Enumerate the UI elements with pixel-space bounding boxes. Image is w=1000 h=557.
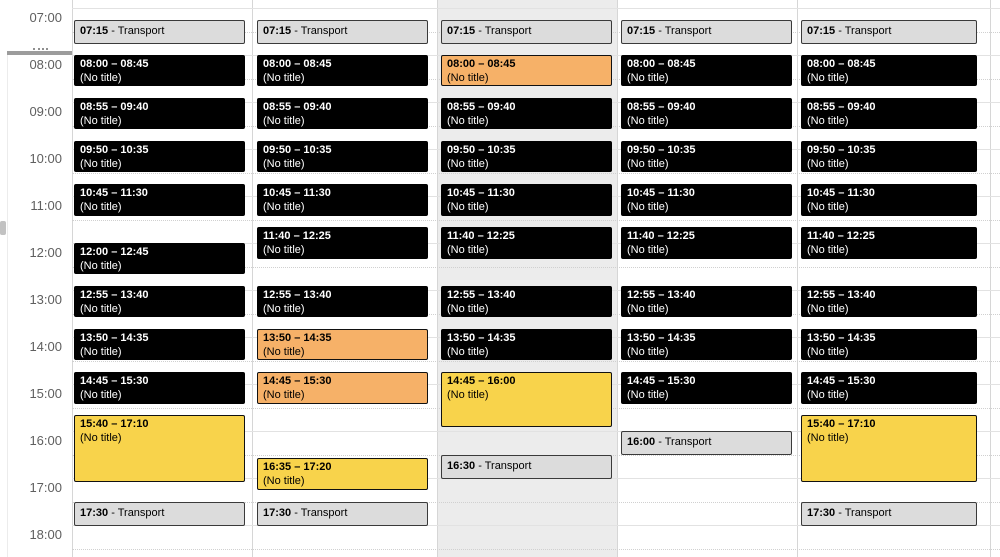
event-time: 17:30: [263, 506, 292, 519]
event-time: 12:55 – 13:40: [807, 289, 876, 302]
calendar-event[interactable]: [74, 329, 245, 360]
calendar-event[interactable]: [257, 98, 428, 129]
transport-event[interactable]: [441, 455, 612, 479]
event-time: 09:50 – 10:35: [627, 144, 696, 157]
calendar-event[interactable]: [441, 372, 612, 427]
calendar-event[interactable]: [801, 141, 977, 172]
calendar-event[interactable]: [801, 55, 977, 86]
transport-event[interactable]: [801, 502, 977, 526]
time-label: 16:00: [29, 433, 62, 448]
event-time: 17:30: [807, 506, 836, 519]
event-title: (No title): [263, 157, 305, 170]
event-title: (No title): [807, 243, 849, 256]
event-time: 12:55 – 13:40: [263, 289, 332, 302]
event-title: (No title): [80, 71, 122, 84]
calendar-event[interactable]: [801, 372, 977, 403]
calendar-event[interactable]: [257, 329, 428, 360]
event-title: (No title): [447, 200, 489, 213]
event-title: (No title): [627, 114, 669, 127]
hour-gridline: [72, 8, 1000, 9]
calendar-event[interactable]: [74, 286, 245, 317]
time-label: 15:00: [29, 386, 62, 401]
event-time: 14:45 – 15:30: [627, 375, 696, 388]
event-time: 08:55 – 09:40: [263, 101, 332, 114]
event-title: (No title): [807, 345, 849, 358]
event-title: (No title): [447, 114, 489, 127]
event-time: 12:55 – 13:40: [447, 289, 516, 302]
event-title: (No title): [807, 302, 849, 315]
calendar-event[interactable]: [621, 227, 792, 258]
event-time: 08:55 – 09:40: [807, 101, 876, 114]
event-time: 08:00 – 08:45: [447, 58, 516, 70]
event-title: - Transport: [835, 24, 892, 37]
event-title: - Transport: [475, 459, 532, 472]
calendar-event[interactable]: [74, 372, 245, 403]
event-title: (No title): [447, 71, 489, 84]
event-time: 07:15: [807, 24, 836, 37]
event-time: 07:15: [263, 24, 292, 37]
event-time: 08:00 – 08:45: [807, 58, 876, 70]
event-title: (No title): [627, 157, 669, 170]
calendar-event[interactable]: [801, 184, 977, 215]
event-time: 15:40 – 17:10: [80, 418, 149, 431]
event-title: - Transport: [655, 24, 712, 37]
event-title: (No title): [263, 71, 305, 84]
event-title: (No title): [447, 302, 489, 315]
event-title: (No title): [807, 157, 849, 170]
half-hour-gridline: [72, 173, 1000, 174]
calendar-event[interactable]: [441, 227, 612, 258]
event-time: 08:00 – 08:45: [263, 58, 332, 70]
event-title: (No title): [807, 71, 849, 84]
calendar-event[interactable]: [74, 55, 245, 86]
event-title: (No title): [627, 388, 669, 401]
event-title: - Transport: [835, 506, 892, 519]
event-title: (No title): [447, 243, 489, 256]
time-label: 12:00: [29, 245, 62, 260]
event-time: 11:40 – 12:25: [263, 230, 331, 243]
calendar-event[interactable]: [257, 458, 428, 489]
calendar-event[interactable]: [74, 184, 245, 215]
event-title: (No title): [627, 243, 669, 256]
event-time: 16:30: [447, 459, 476, 472]
event-title: - Transport: [655, 436, 712, 448]
calendar-event[interactable]: [441, 184, 612, 215]
event-time: 11:40 – 12:25: [807, 230, 875, 243]
time-label: 13:00: [29, 292, 62, 307]
half-hour-gridline: [72, 220, 1000, 221]
calendar-event[interactable]: [257, 141, 428, 172]
calendar-event[interactable]: [74, 98, 245, 129]
event-title: (No title): [807, 200, 849, 213]
time-label: 11:00: [30, 198, 62, 213]
event-time: 13:50 – 14:35: [263, 332, 332, 345]
event-title: (No title): [80, 200, 122, 213]
scroll-position-indicator[interactable]: [7, 51, 72, 55]
event-title: (No title): [263, 474, 305, 487]
event-time: 14:45 – 16:00: [447, 375, 516, 388]
event-title: (No title): [627, 71, 669, 84]
calendar-event[interactable]: [74, 141, 245, 172]
event-time: 12:55 – 13:40: [80, 289, 149, 302]
calendar-event[interactable]: [621, 55, 792, 86]
calendar-event[interactable]: [441, 329, 612, 360]
event-time: 10:45 – 11:30: [627, 187, 695, 200]
event-title: - Transport: [291, 506, 348, 519]
time-label: 09:00: [29, 104, 62, 119]
time-label: 10:00: [29, 151, 62, 166]
event-title: (No title): [80, 345, 122, 358]
event-time: 15:40 – 17:10: [807, 418, 876, 431]
event-title: (No title): [627, 302, 669, 315]
event-title: (No title): [263, 243, 305, 256]
event-title: (No title): [263, 200, 305, 213]
transport-event[interactable]: [257, 502, 428, 526]
event-time: 08:55 – 09:40: [80, 101, 149, 114]
transport-event[interactable]: [74, 502, 245, 526]
event-time: 17:30: [80, 506, 109, 519]
calendar-event[interactable]: [621, 329, 792, 360]
calendar-event[interactable]: [257, 227, 428, 258]
event-time: 08:55 – 09:40: [447, 101, 516, 114]
calendar-event[interactable]: [801, 98, 977, 129]
event-title: (No title): [447, 345, 489, 358]
transport-event[interactable]: [441, 20, 612, 44]
event-time: 10:45 – 11:30: [447, 187, 515, 200]
event-time: 12:00 – 12:45: [80, 246, 149, 258]
event-time: 09:50 – 10:35: [263, 144, 332, 157]
event-time: 09:50 – 10:35: [447, 144, 516, 157]
event-time: 07:15: [80, 24, 109, 37]
event-time: 08:55 – 09:40: [627, 101, 696, 114]
event-title: (No title): [447, 388, 489, 401]
transport-event[interactable]: [801, 20, 977, 44]
event-time: 16:35 – 17:20: [263, 461, 332, 474]
calendar-event[interactable]: [441, 55, 612, 86]
transport-event[interactable]: [621, 431, 792, 455]
event-title: (No title): [263, 345, 305, 358]
event-title: (No title): [807, 114, 849, 127]
event-time: 10:45 – 11:30: [80, 187, 148, 200]
time-label: 18:00: [29, 527, 62, 542]
event-time: 10:45 – 11:30: [807, 187, 875, 200]
day-column-separator: [252, 0, 253, 557]
event-title: (No title): [627, 200, 669, 213]
time-label: 17:00: [29, 480, 62, 495]
day-column-separator: [617, 0, 618, 557]
time-label: 14:00: [29, 339, 62, 354]
event-title: (No title): [807, 388, 849, 401]
calendar-event[interactable]: [74, 415, 245, 482]
event-time: 13:50 – 14:35: [627, 332, 696, 345]
transport-event[interactable]: [257, 20, 428, 44]
event-title: (No title): [807, 431, 849, 444]
calendar-event[interactable]: [621, 372, 792, 403]
event-time: 13:50 – 14:35: [807, 332, 876, 345]
event-title: (No title): [80, 157, 122, 170]
calendar-event[interactable]: [801, 329, 977, 360]
event-title: (No title): [80, 388, 122, 401]
event-title: - Transport: [291, 24, 348, 37]
calendar-event[interactable]: [74, 243, 245, 274]
event-time: 07:15: [447, 24, 476, 37]
event-title: - Transport: [108, 506, 165, 519]
calendar-event[interactable]: [441, 98, 612, 129]
event-time: 09:50 – 10:35: [807, 144, 876, 157]
drag-handle-dots-icon: [33, 48, 48, 50]
transport-event[interactable]: [621, 20, 792, 44]
calendar-event[interactable]: [801, 286, 977, 317]
event-title: (No title): [447, 157, 489, 170]
calendar-event[interactable]: [257, 55, 428, 86]
time-label: 08:00: [29, 57, 62, 72]
day-column-separator: [990, 0, 991, 557]
event-time: 11:40 – 12:25: [447, 230, 515, 243]
event-time: 10:45 – 11:30: [263, 187, 331, 200]
event-title: (No title): [80, 431, 122, 444]
day-column-separator: [72, 0, 73, 557]
event-title: (No title): [263, 388, 305, 401]
event-time: 11:40 – 12:25: [627, 230, 695, 243]
event-time: 14:45 – 15:30: [263, 375, 332, 388]
calendar-event[interactable]: [257, 184, 428, 215]
day-column-separator: [437, 0, 438, 557]
event-title: (No title): [80, 114, 122, 127]
event-time: 16:00: [627, 436, 656, 448]
event-time: 14:45 – 15:30: [807, 375, 876, 388]
event-time: 08:00 – 08:45: [627, 58, 696, 70]
event-time: 14:45 – 15:30: [80, 375, 149, 388]
event-time: 09:50 – 10:35: [80, 144, 149, 157]
calendar-event[interactable]: [441, 141, 612, 172]
calendar-event[interactable]: [621, 98, 792, 129]
event-title: (No title): [80, 259, 122, 272]
event-title: (No title): [263, 114, 305, 127]
event-time: 13:50 – 14:35: [80, 332, 149, 345]
event-title: (No title): [80, 302, 122, 315]
calendar-event[interactable]: [621, 141, 792, 172]
calendar-event[interactable]: [621, 184, 792, 215]
calendar-event[interactable]: [441, 286, 612, 317]
calendar-event[interactable]: [801, 415, 977, 482]
half-hour-gridline: [72, 361, 1000, 362]
event-time: 13:50 – 14:35: [447, 332, 516, 345]
time-label: 07:00: [29, 10, 62, 25]
event-title: - Transport: [475, 24, 532, 37]
calendar-event[interactable]: [257, 286, 428, 317]
event-time: 12:55 – 13:40: [627, 289, 696, 302]
calendar-event[interactable]: [257, 372, 428, 403]
event-time: 08:00 – 08:45: [80, 58, 149, 70]
event-title: - Transport: [108, 24, 165, 37]
event-title: (No title): [263, 302, 305, 315]
event-time: 07:15: [627, 24, 656, 37]
left-edge-scroll-marker[interactable]: [0, 221, 6, 235]
event-title: (No title): [627, 345, 669, 358]
half-hour-gridline: [72, 549, 1000, 550]
calendar-event[interactable]: [801, 227, 977, 258]
calendar-event[interactable]: [621, 286, 792, 317]
transport-event[interactable]: [74, 20, 245, 44]
day-column-separator: [797, 0, 798, 557]
